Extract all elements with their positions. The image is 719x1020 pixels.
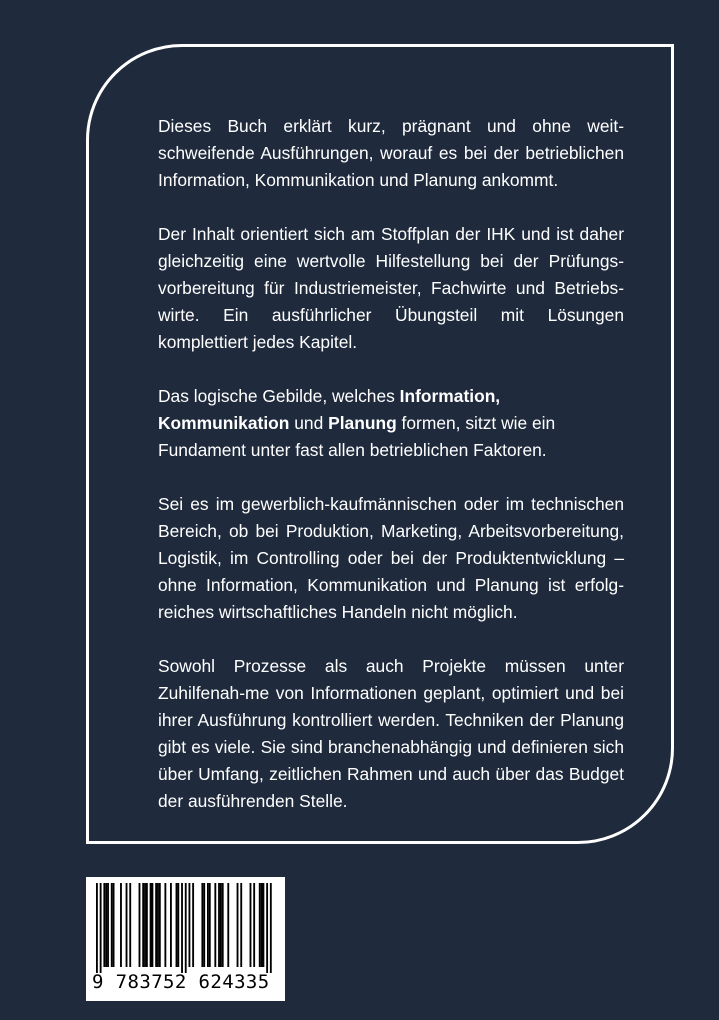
back-cover-blurb xyxy=(158,113,624,842)
bold-information-kommunikation: Information, Kommunikation xyxy=(158,386,501,433)
barcode-bar xyxy=(237,883,239,967)
barcode-bar xyxy=(150,883,152,967)
paragraph-ihk: Der Inhalt orientiert sich am Stoffplan der IHK und ist daher gleichzeitig eine wertvolle Hilfestellung bei der Prüfungs-vorbereitung für Industriemeister, Fachwirte und Betriebs-wirte. Ein ausführlicher Übungsteil mit Lösungen komplettiert jedes Kapitel. xyxy=(158,224,624,352)
barcode-bar xyxy=(139,883,141,967)
paragraph-intro: Dieses Buch erklärt kurz, prägnant und ohne weit-schweifende Ausführungen, worauf es bei der betrieblichen Information, Kommunikation und Planung ankommt. xyxy=(158,116,624,190)
barcode-bar xyxy=(222,883,224,967)
paragraph-processes: Sowohl Prozesse als auch Projekte müssen unter Zuhilfenah-me von Informationen geplant, optimiert und bei ihrer Ausführung kontrolliert werden. Techniken der Planung gibt es viele. Sie sind branchenabhängig und definieren sich über Umfang, zeitlichen Rahmen und auch über das Budget der ausführenden Stelle. xyxy=(158,656,624,811)
barcode-bar xyxy=(270,883,272,973)
barcode-digits: 9 783752 624335 xyxy=(92,971,270,993)
barcode-bar xyxy=(159,883,161,967)
barcode-bar xyxy=(120,883,122,967)
barcode-bar xyxy=(203,883,205,967)
barcode-bar xyxy=(259,883,261,967)
barcode-bar xyxy=(209,883,211,967)
barcode-bar xyxy=(111,883,113,967)
barcode-bar xyxy=(218,883,220,967)
bold-planung: Planung xyxy=(328,413,397,433)
barcode-bar xyxy=(201,883,203,967)
barcode-bar xyxy=(253,883,255,967)
paragraph-logic xyxy=(158,383,624,464)
barcode-bar xyxy=(261,883,263,967)
barcode-bar xyxy=(192,883,194,967)
barcode-bar xyxy=(177,883,179,967)
barcode-bar xyxy=(96,883,98,973)
barcode-bar xyxy=(107,883,109,967)
barcode-bar xyxy=(100,883,102,973)
barcode-bar xyxy=(185,883,187,973)
barcode-bar xyxy=(126,883,128,967)
barcode-bar xyxy=(142,883,144,967)
barcode-bar xyxy=(266,883,268,973)
barcode-bar xyxy=(103,883,105,967)
barcode-bar xyxy=(240,883,242,967)
barcode-bar xyxy=(157,883,159,967)
barcode-bar xyxy=(207,883,209,967)
barcode-bar xyxy=(129,883,131,967)
barcode-bar xyxy=(250,883,252,967)
barcode-bar xyxy=(214,883,216,967)
barcode-bar xyxy=(227,883,229,967)
barcode-bar xyxy=(146,883,148,967)
paragraph-logic-start: Das logische Gebilde, welches xyxy=(158,386,400,406)
barcode-bar xyxy=(113,883,115,967)
barcode-bar xyxy=(105,883,107,967)
barcode-icon xyxy=(86,877,285,973)
barcode-bar xyxy=(220,883,222,967)
paragraph-logic-end: formen, sitzt wie ein Fundament unter fast allen betrieblichen Faktoren. xyxy=(158,413,556,460)
barcode-bar xyxy=(152,883,154,967)
paragraph-logic-middle: und xyxy=(289,413,329,433)
barcode-bar xyxy=(176,883,178,967)
barcode-bar xyxy=(181,883,183,973)
paragraph-areas: Sei es im gewerblich-kaufmännischen oder im technischen Bereich, ob bei Produktion, Marketing, Arbeitsvorbereitung, Logistik, im Controlling oder bei der Produktentwicklung – ohne Information, Kommunikation und Planung ist erfolg-reiches wirtschaftliches Handeln nicht möglich. xyxy=(158,494,624,622)
barcode-bar xyxy=(170,883,172,967)
barcode-bar xyxy=(164,883,166,967)
barcode-bar xyxy=(155,883,157,967)
barcode-bar xyxy=(189,883,191,967)
barcode-bar xyxy=(144,883,146,967)
barcode-bar xyxy=(263,883,265,967)
barcode-label xyxy=(86,877,285,1001)
